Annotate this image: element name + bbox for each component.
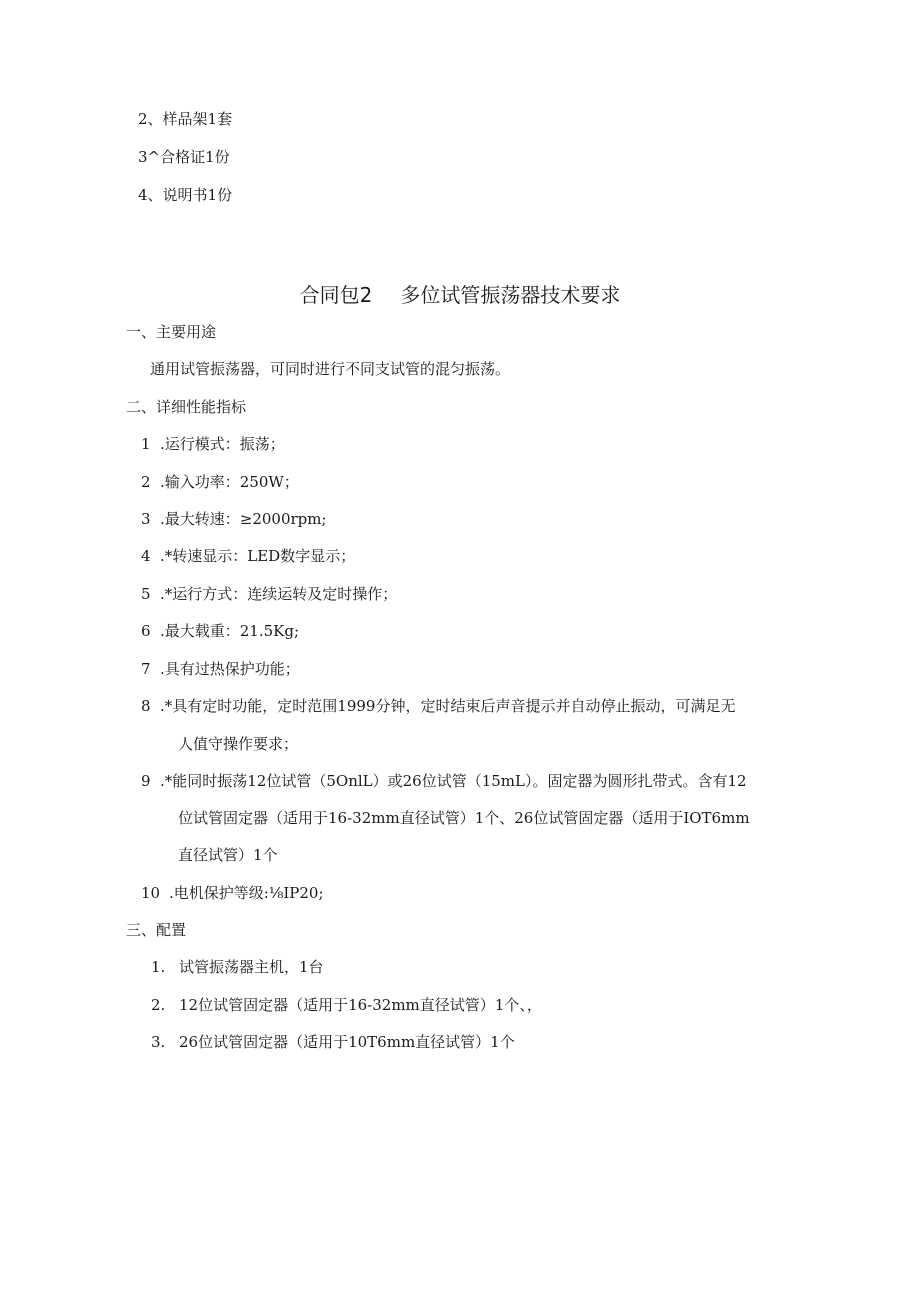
title-subject: 多位试管振荡器技术要求 — [400, 283, 621, 307]
config-item-3 — [151, 1032, 515, 1052]
intro-item: 4、说明书1份 — [138, 186, 233, 204]
spec-number: 7 — [141, 660, 151, 678]
spec-number: 2 — [141, 473, 151, 491]
spec-number: 1 — [141, 435, 151, 453]
spec-number: 9 — [141, 772, 151, 790]
spec-number: 3 — [141, 510, 151, 528]
config-number: 3. — [151, 1033, 166, 1051]
config-text: 试管振荡器主机，1台 — [179, 958, 324, 976]
spec-item-8 — [141, 696, 735, 716]
spec-item-1 — [141, 434, 285, 454]
spec-item-6 — [141, 621, 299, 641]
spec-item-4 — [141, 546, 355, 566]
spec-text: .*能同时振荡12位试管（5OnlL）或26位试管（15mL）。固定器为圆形扎带式。含有12 — [160, 772, 747, 790]
spec-text: .最大载重：21.5Kg; — [160, 622, 300, 640]
spec-number: 8 — [141, 697, 151, 715]
intro-item: 2、样品架1套 — [138, 110, 233, 128]
spec-number: 10 — [141, 884, 161, 902]
config-number: 1. — [151, 958, 166, 976]
spec-number: 5 — [141, 585, 151, 603]
spec-text: .*具有定时功能，定时范围1999分钟，定时结束后声音提示并自动停止振动，可满足无 — [160, 697, 736, 715]
usage-text: 通用试管振荡器，可同时进行不同支试管的混匀振荡。 — [150, 360, 511, 378]
config-number: 2. — [151, 996, 166, 1014]
spec-text: .输入功率：250W； — [160, 473, 299, 491]
spec-text: .具有过热保护功能； — [160, 660, 300, 678]
section-heading-specs: 二、详细性能指标 — [126, 398, 247, 416]
spec-text: .运行模式：振荡； — [160, 435, 285, 453]
spec-text: .最大转速：≥2000rpm; — [160, 510, 327, 528]
intro-item: 3^合格证1份 — [138, 148, 230, 166]
spec-text: .*运行方式：连续运转及定时操作； — [160, 585, 398, 603]
spec-text: .电机保护等级:⅛IP20; — [169, 884, 324, 902]
config-item-1 — [151, 957, 324, 977]
spec-item-10 — [141, 883, 324, 903]
spec-number: 4 — [141, 547, 151, 565]
config-item-2 — [151, 995, 542, 1015]
spec-text: .*转速显示：LED数字显示； — [160, 547, 356, 565]
spec-item-7 — [141, 659, 300, 679]
spec-item-8-continuation: 人值守操作要求； — [178, 735, 299, 753]
spec-item-9-continuation: 位试管固定器（适用于16-32mm直径试管）1个、26位试管固定器（适用于IOT6mm — [178, 809, 750, 827]
config-text: 26位试管固定器（适用于10T6mm直径试管）1个 — [179, 1033, 515, 1051]
spec-item-9 — [141, 771, 747, 791]
spec-item-5 — [141, 584, 397, 604]
spec-item-3 — [141, 509, 327, 529]
section-heading-usage: 一、主要用途 — [126, 323, 217, 341]
title-contract-package: 合同包2 — [299, 283, 373, 307]
page-title — [0, 282, 920, 308]
spec-item-9-continuation: 直径试管）1个 — [178, 846, 278, 864]
spec-item-2 — [141, 472, 299, 492]
spec-number: 6 — [141, 622, 151, 640]
section-heading-configuration: 三、配置 — [126, 921, 187, 939]
config-text: 12位试管固定器（适用于16-32mm直径试管）1个、， — [179, 996, 542, 1014]
